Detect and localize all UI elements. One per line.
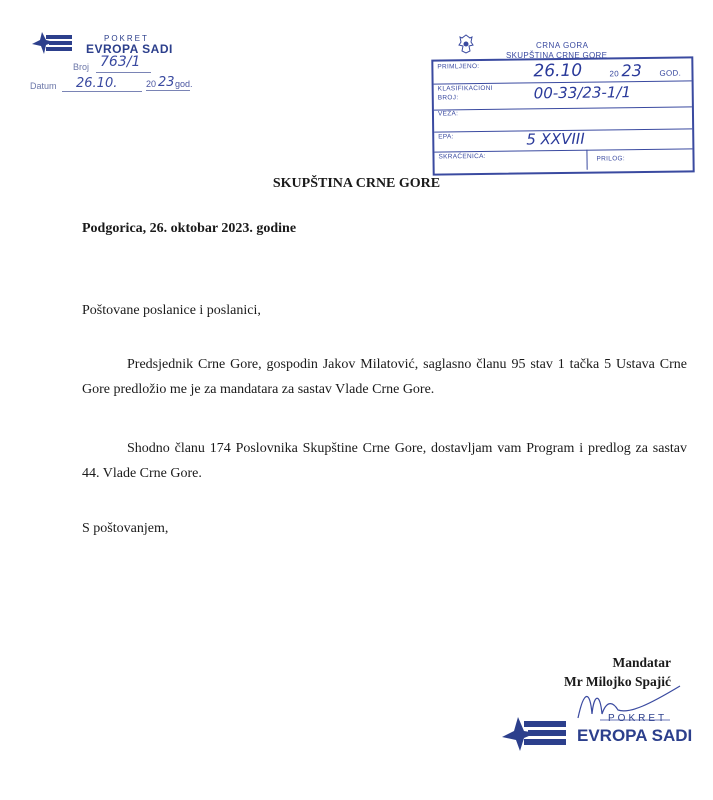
stamp-row-skracenica: [434, 148, 692, 171]
document-title: SKUPŠTINA CRNE GORE: [272, 176, 441, 191]
stamp-broj-label: BROJ:: [437, 94, 459, 102]
footer-logo-line2: EVROPA SADI: [577, 726, 693, 745]
montenegro-crest-icon: [458, 34, 474, 54]
header-year-value: 23: [158, 75, 175, 90]
stamp-skracenica-label: SKRAĆENICA:: [438, 152, 486, 161]
stamp-divider: [586, 150, 587, 170]
header-broj-label: Broj: [73, 62, 90, 72]
header-logo-line2: EVROPA SADI: [86, 42, 173, 56]
signature-role: Mandatar: [612, 655, 671, 670]
document-dateline: Podgorica, 26. oktobar 2023. godine: [82, 221, 297, 236]
stamp-year-suffix: GOD.: [659, 68, 682, 78]
stamp-prilog-label: PRILOG:: [596, 155, 626, 163]
header-datum-value: 26.10.: [76, 76, 118, 91]
header-datum-line: [62, 91, 142, 92]
stamp-country: CRNA GORA: [536, 41, 589, 50]
signature-name: Mr Milojko Spajić: [564, 674, 671, 689]
footer-logo-line1: POKRET: [608, 713, 668, 724]
header-logo-line1: POKRET: [104, 34, 149, 43]
stamp-epa-label: EPA:: [438, 133, 454, 141]
header-broj-line: [96, 72, 151, 73]
closing: S poštovanjem,: [82, 521, 169, 536]
salutation: Poštovane poslanice i poslanici,: [82, 303, 261, 318]
header-datum-label: Datum: [30, 81, 57, 91]
stamp-primljeno-value: 26.10: [533, 60, 583, 82]
stamp-institution: SKUPŠTINA CRNE GORE: [506, 51, 608, 60]
stamp-veza-label: VEZA:: [437, 110, 459, 118]
stamp-year-value: 23: [621, 61, 642, 81]
receipt-stamp: [431, 56, 694, 175]
evropa-sad-logo-icon: [30, 30, 74, 56]
evropa-sad-footer-logo-icon: [500, 713, 568, 753]
paragraph-2: Shodno članu 174 Poslovnika Skupštine Crne Gore, dostavljam vam Program i predlog za sastav 44. Vlade Crne Gore.: [82, 441, 687, 481]
header-year-suffix: god.: [175, 79, 193, 89]
stamp-primljeno-label: PRIMLJENO:: [437, 63, 480, 71]
header-year-prefix: 20: [146, 79, 157, 89]
stamp-broj-value: 00-33/23-1/1: [533, 83, 632, 103]
header-year-line: [146, 90, 190, 91]
stamp-year-prefix: 20: [609, 69, 620, 79]
paragraph-1: Predsjednik Crne Gore, gospodin Jakov Milatović, saglasno članu 95 stav 1 tačka 5 Ustava Crne Gore predložio me je za mandatara za sastav Vlade Crne Gore.: [82, 357, 687, 397]
header-broj-value: 763/1: [100, 54, 141, 70]
stamp-klasifikacioni-label: KLASIFIKACIONI: [437, 84, 493, 93]
stamp-epa-value: 5 XXVIII: [526, 129, 585, 149]
